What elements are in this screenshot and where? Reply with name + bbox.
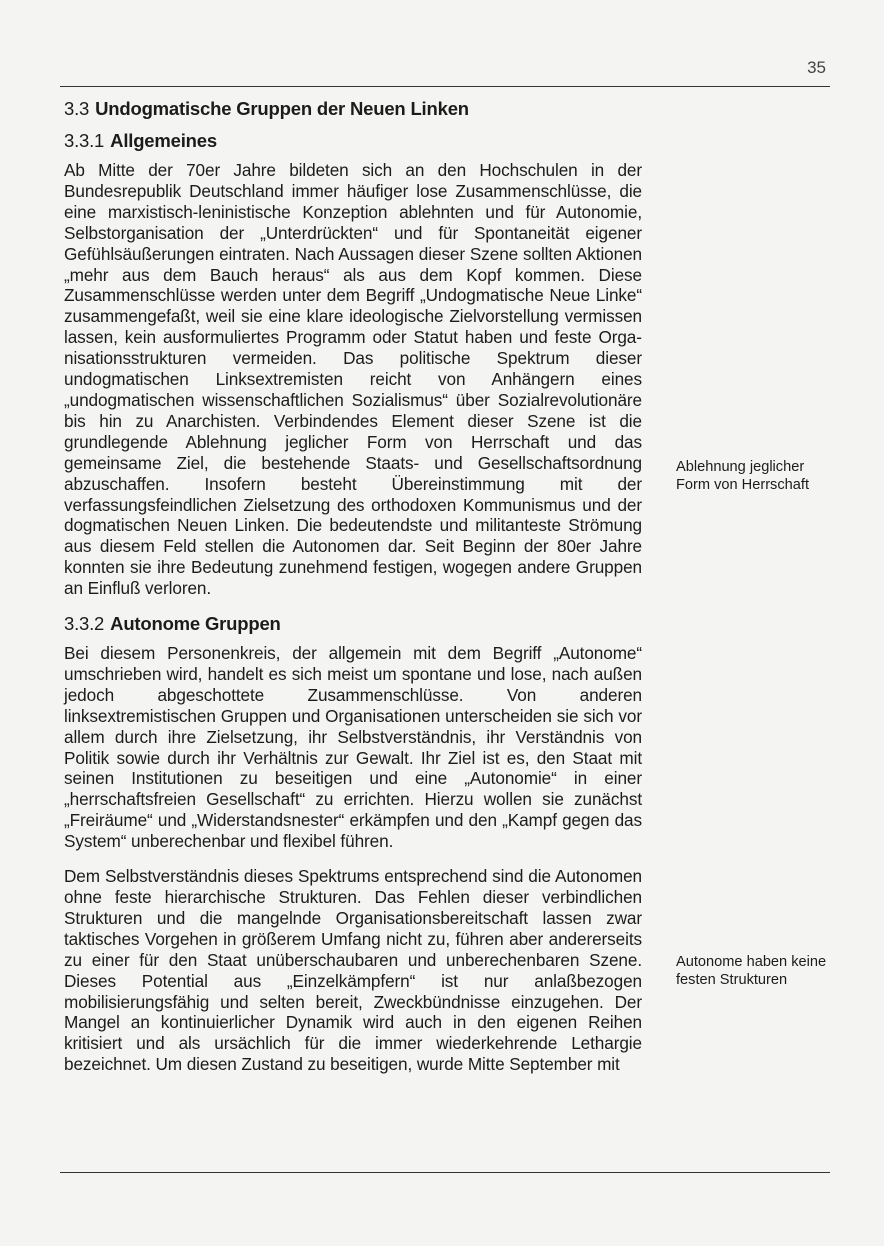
margin-note-herrschaft: Ablehnung jeglicher Form von Herrschaft (676, 459, 809, 493)
footer-rule (60, 1172, 830, 1173)
paragraph-autonome-2: Dem Selbstverständnis dieses Spektrums entsprechend sind die Autonomen ohne feste hierarchische Strukturen. Das Fehlen dieser verbindlichen Strukturen und die mangelnde Organisationsbereitschaft lassen zwar taktisches Vorgehen in größerem Umfang nicht zu, führen aber andererseits zu einer für den Staat unüberschaubaren und unberechenbaren Szene. Dieses Potential aus „Einzelkämpfern“ ist nur anlaßbezogen mobilisierungsfähig und selten bereit, Zweckbündnisse einzugehen. Der Mangel an kontinuierlicher Dynamik wird auch in den eigenen Reihen kritisiert und als ursächlich für die immer wiederkehrende Lethargie bezeichnet. Um diesen Zustand zu beseitigen, wurde Mitte September mit (64, 866, 642, 1075)
paragraph-allgemeines: Ab Mitte der 70er Jahre bildeten sich an den Hochschulen in der Bundesrepublik Deutschland immer häufiger lose Zusammenschlüsse, die eine marxistisch-leninistische Konzeption ablehnten und für Autonomie, Selbstorganisation der „Unterdrückten“ und für Spontaneität eigener Gefühlsäußerungen eintraten. Nach Aussagen dieser Szene sollten Aktionen „mehr aus dem Bauch heraus“ als aus dem Kopf kommen. Diese Zusammenschlüsse werden unter dem Begriff „Undogmatische Neue Linke“ zusammengefaßt, weil sie eine klare ideologische Zielvorstellung vermissen lassen, kein ausformuliertes Programm oder Statut haben und feste Organisationsstrukturen vermeiden. Das politische Spektrum dieser undogmatischen Linksextremisten reicht von Anhängern eines „undogmatischen wissenschaftlichen Sozialismus“ über Sozialrevolutionäre bis hin zu Anarchisten. Verbindendes Element dieser Szene ist die grundlegende Ablehnung jeglicher Form von Herrschaft und das gemeinsame Ziel, die bestehende Staats- und Gesellschaftsordnung abzuschaffen. Insofern besteht Übereinstimmung mit der verfassungsfeindlichen Zielsetzung des orthodoxen Kommunismus und der dogmatischen Neuen Linken. Die bedeutendste und militanteste Strömung aus diesem Feld stellen die Autonomen dar. Seit Beginn der 80er Jahre konnten sie ihre Bedeutung zunehmend festigen, wogegen andere Gruppen an Einfluß verloren. (64, 160, 642, 599)
section-number: 3.3.2 (64, 613, 105, 635)
paragraph-autonome-1: Bei diesem Personenkreis, der allgemein mit dem Begriff „Autonome“ umschrieben wird, handelt es sich meist um spontane und lose, nach außen jedoch abgeschottete Zusammenschlüsse. Von anderen linksextremistischen Gruppen und Organisationen unterscheiden sie sich vor allem durch ihre Zielsetzung, ihr Selbstverständnis, ihr Verständnis von Politik sowie durch ihr Verhältnis zur Gewalt. Ihr Ziel ist es, den Staat mit seinen Institutionen zu beseitigen und eine „Autonomie“ in einer „herrschaftsfreien Gesellschaft“ zu errichten. Hierzu wollen sie zunächst „Freiräume“ und „Widerstandsnester“ erkämpfen und den „Kampf gegen das System“ unberechenbar und flexibel führen. (64, 643, 642, 852)
section-heading-3-3 (64, 96, 642, 122)
margin-note-strukturen: Autonome haben keine festen Strukturen (676, 954, 827, 988)
section-heading-3-3-1 (64, 128, 642, 154)
section-number: 3.3.1 (64, 130, 105, 151)
section-number: 3.3 (64, 98, 90, 119)
section-heading-3-3-2 (64, 611, 642, 637)
header-rule (60, 86, 830, 87)
section-title: Undogmatische Gruppen der Neuen Linken (95, 98, 469, 119)
page-number: 35 (807, 58, 826, 77)
section-title: Autonome Gruppen (110, 613, 281, 635)
main-text-column (64, 96, 642, 1075)
section-title: Allgemeines (110, 130, 217, 151)
